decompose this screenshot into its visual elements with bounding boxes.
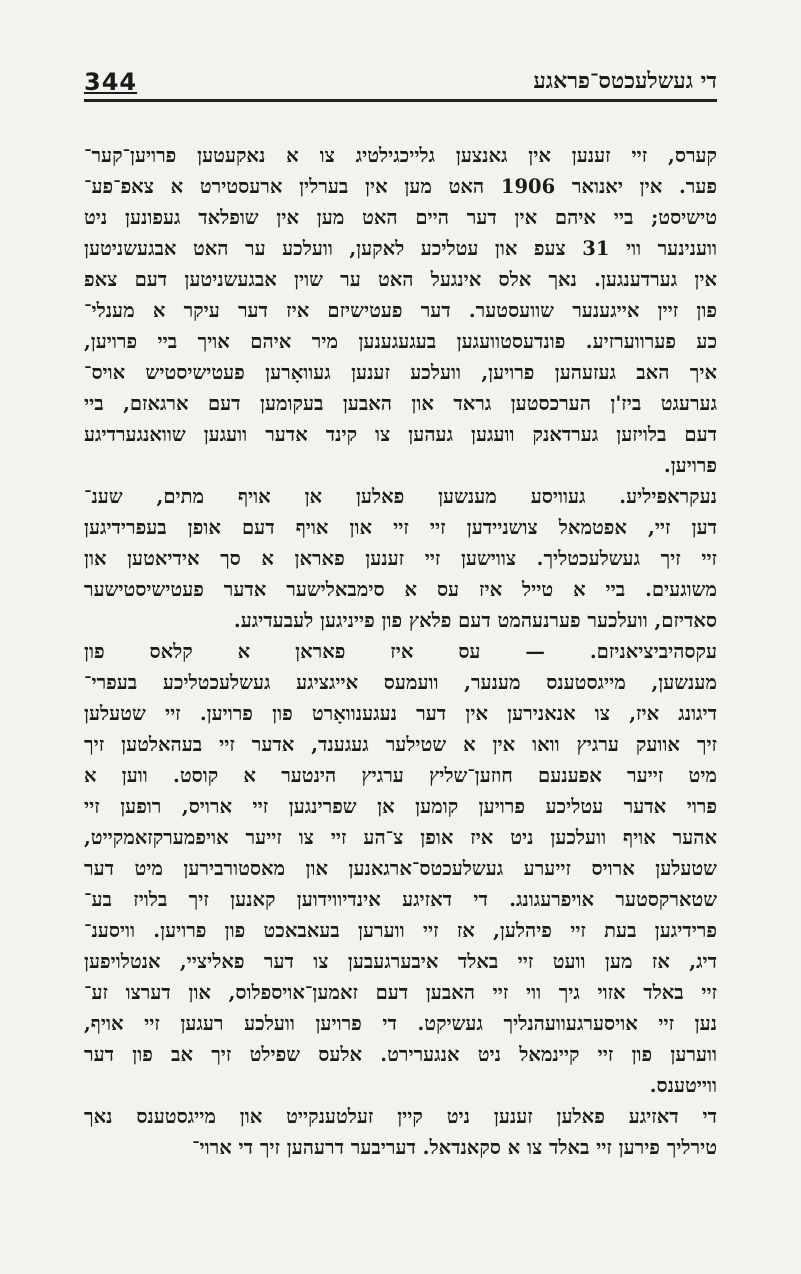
text-line: נעקראפיליע. געוויסע מענשען פאלען אן אויף מתים, שענ־ — [84, 485, 717, 508]
running-title: די געשלעכטס־פראגע — [533, 68, 717, 94]
text-line: עקסהיביציאניזם. — עס איז פאראן א קלאס פון — [84, 640, 717, 663]
text-line: אהער אויף וועלכען ניט איז אופן צ־הע זיי צו זייער אויפמערקזאמקייט, — [84, 826, 717, 849]
text-line: דען זיי, אפטמאל צושניידען זיי זיי און אויף דעם אופן בעפרידיגען — [84, 516, 717, 539]
text-line: משוגעים. ביי א טייל איז עס א סימבאלישער אדער פעטישיסטישער — [84, 578, 717, 601]
text-line: טירליך פירען זיי באלד צו א סקאנדאל. דעריבער דרעהען זיך די ארוי־ — [192, 1136, 717, 1159]
text-line: פרוי אדער עטליכע פרויען קומען אן שפרינגען זיי ארויס, רופען זיי — [84, 795, 717, 818]
text-line: קערס, זיי זענען אין גאנצען גלייכגילטיג צו א נאקעטען פרויען־קער־ — [84, 144, 717, 167]
text-line: דעם בלויזען גערדאנק וועגען געהען צו קינד אדער וועגען שוואנגערדיגע — [84, 423, 717, 446]
text-line: פרויען. — [663, 454, 717, 477]
text-line: גערעגט ביז'ן הערכסטען גראד און האבען בעקומען דעם ארגאזם, ביי — [84, 392, 717, 415]
text-line: פרידיגען בעת זיי פיהלען, אז זיי ווערען בעאבאכט פון פרויען. וויסענ־ — [84, 919, 717, 942]
text-line: פון זיין אייגענער שוועסטער. דער פעטישיזם איז דער עיקר א מענלי־ — [84, 299, 717, 322]
text-line: זיי באלד אזוי גיך ווי זיי האבען דעם זאמען־אויספלוס, און דערצו זע־ — [84, 981, 717, 1004]
body-text — [84, 140, 717, 1163]
text-line: זיי זיך געשלעכטליך. צווישען זיי זענען פאראן א סך אידיאטען און — [84, 547, 717, 570]
text-line: דיגונג איז, צו אנאנירען אין דער נעגענוואָרט פון פרויען. זיי שטעלען — [84, 702, 717, 725]
text-line: מענשען, מייגסטענס מענער, וועמעס אייגציגע געשלעכטליכע בעפרי־ — [84, 671, 717, 694]
text-line: שטארקסטער אויפרעגונג. די דאזיגע אינדיווידוען קאנען זיך בלויז בע־ — [84, 888, 717, 911]
text-line: ווייטענס. — [649, 1074, 717, 1097]
header-rule — [84, 99, 717, 102]
text-line: אין גערדענגען. נאך אלס אינגעל האט ער שוין אבגעשניטען דעם צאפ — [84, 268, 717, 291]
text-line: ווערען פון זיי קיינמאל ניט אנגערירט. אלעס שפילט זיך אב פון דער — [84, 1043, 717, 1066]
page-number: 344 — [84, 68, 138, 96]
text-line: סאדיזם, וועלכער פערנעהמט דעם פלאץ פון פייניגען לעבעדיגע. — [233, 609, 717, 632]
text-line: איך האב געזעהען פרויען, וועלכע זענען געוואָרען פעטישיסטיש אויס־ — [84, 361, 717, 384]
text-line: נען זיי אויסערגעוועהנליך געשיקט. די פרויען וועלכע רעגען זיי אויף, — [84, 1012, 717, 1035]
text-line: מיט זייער אפענעם חוזען־שליץ ערגיץ הינטער א קוסט. ווען א — [84, 764, 717, 787]
text-line: שטעלען ארויס זייערע געשלעכטס־ארגאנען און מאסטורבירען מיט דער — [84, 857, 717, 880]
text-line: ווענינער ווי 31 צעפ און עטליכע לאקען, וועלכע ער האט אבגעשניטען — [84, 237, 717, 260]
text-line: כע פערווערזיע. פונדעסטוועגען בעגעגענען מיר איהם אויך ביי פרויען, — [84, 330, 717, 353]
text-line: די דאזיגע פאלען זענען ניט קיין זעלטענקייט און מייגסטענס נאך — [84, 1105, 717, 1128]
page-header — [84, 64, 717, 94]
text-line: פער. אין יאנואר 1906 האט מען אין בערלין ארעסטירט א צאפ־פע־ — [84, 175, 717, 198]
text-line: טישיסט; ביי איהם אין דער היים האט מען אין שופלאד געפונען ניט — [84, 206, 717, 229]
text-line: דיג, אז מען וועט זיי באלד איבערגעבען צו דער פאליציי, אנטלויפען — [84, 950, 717, 973]
text-line: זיך אוועק ערגיץ וואו אין א שטילער געגענד, אדער זיי בעהאלטען זיך — [84, 733, 717, 756]
